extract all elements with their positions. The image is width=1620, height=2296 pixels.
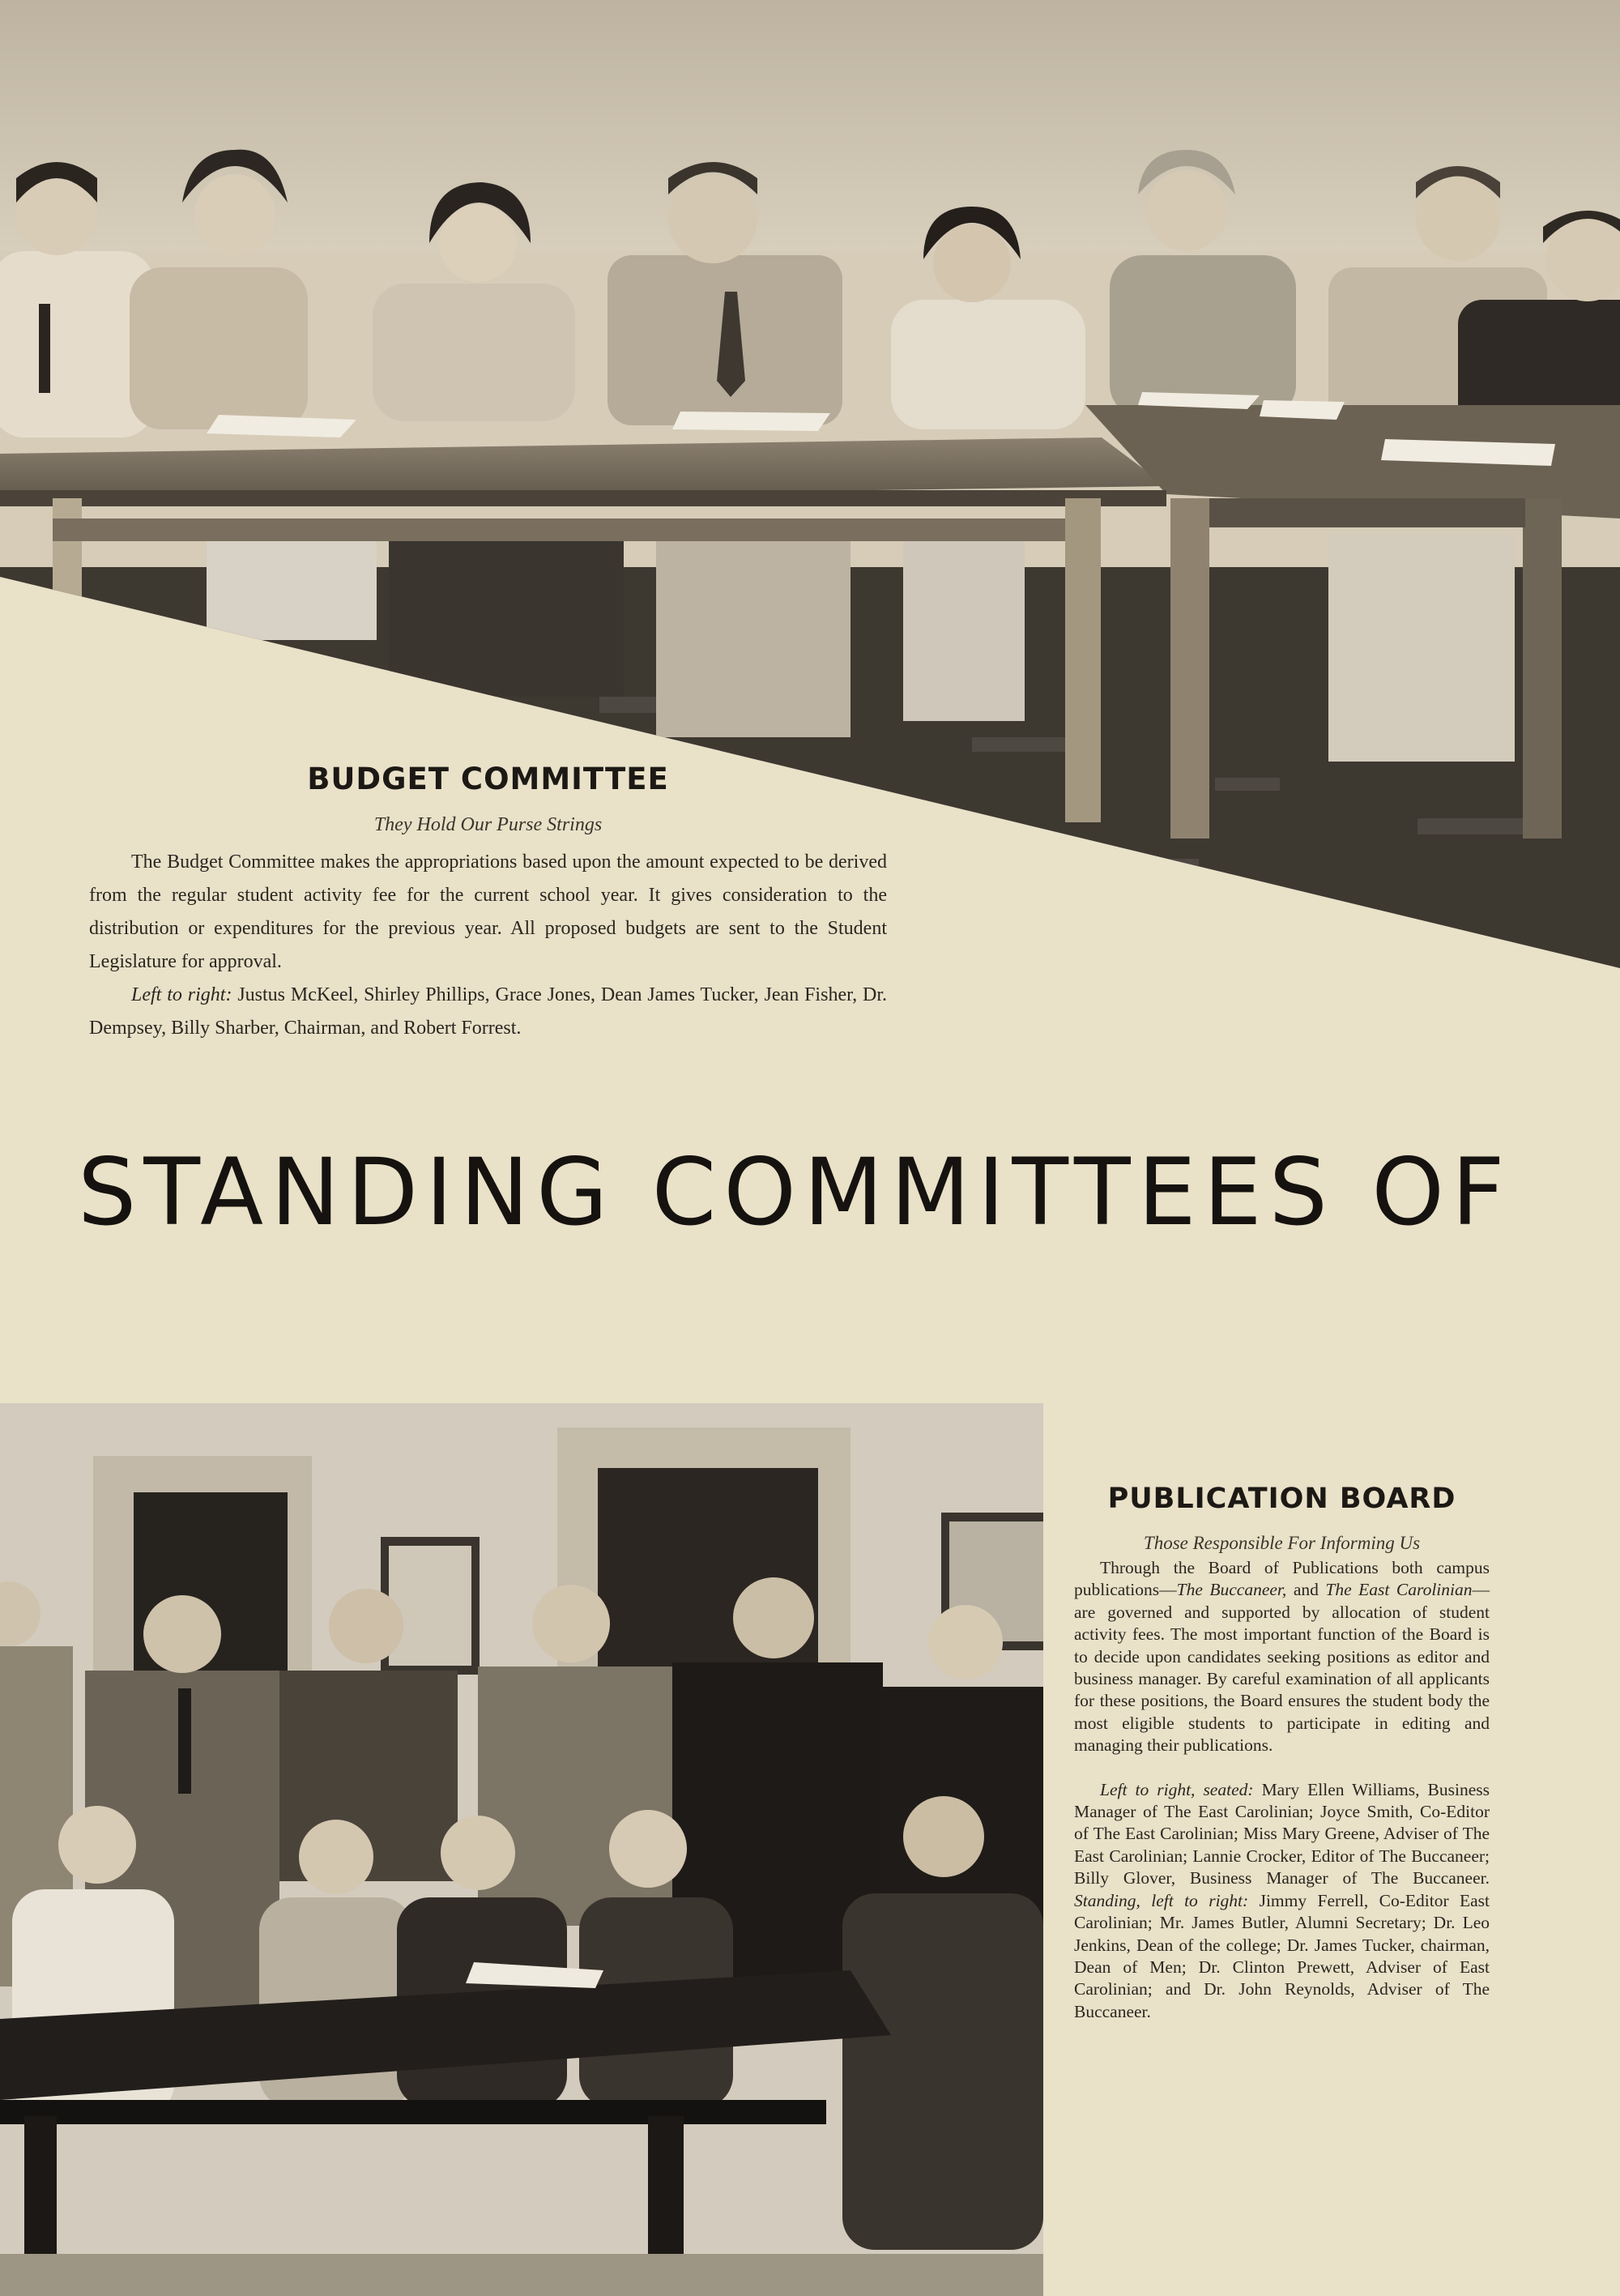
budget-committee-section — [89, 762, 887, 1045]
budget-committee-tagline: They Hold Our Purse Strings — [373, 814, 603, 835]
seated-names: Mary Ellen Williams, Business Manager of The East Carolinian; Joyce Smith, Co-Editor of The East Carolinian; Miss Mary Greene, Adviser of The East Carolinian; Lannie Crocker, Editor of The Buccaneer; Billy Glover, Business Manager of The Buccaneer. — [1074, 1779, 1490, 1888]
publication-board-heading: PUBLICATION BOARD — [1107, 1483, 1456, 1515]
publication-board-section — [1074, 1483, 1490, 2023]
budget-committee-caption — [89, 979, 887, 1045]
budget-committee-heading: BUDGET COMMITTEE — [307, 762, 669, 796]
publication-board-tagline: Those Responsible For Informing Us — [1143, 1533, 1421, 1553]
seated-lead: Left to right, seated: — [1100, 1779, 1254, 1799]
publication-board-caption — [1074, 1779, 1490, 2023]
caption-lead: Left to right: — [131, 984, 232, 1005]
publication-board-photo — [0, 1403, 1043, 2296]
buccaneer-title: The Buccaneer, — [1176, 1580, 1287, 1600]
east-carolinian-title: The East Carolinian — [1325, 1580, 1473, 1600]
budget-committee-description: The Budget Committee makes the appropriations based upon the amount expected to be derived from the regular student activity fee for the current school year. It gives consideration to the distribution or expenditures for the previous year. All proposed budgets are sent to the Student Legislature for approval. — [89, 851, 887, 972]
standing-names: Jimmy Ferrell, Co-Editor East Carolinian; Mr. James Butler, Alumni Secretary; Dr. Leo Jenkins, Dean of the college; Dr. James Tucker, chairman, Dean of Men; Dr. Clinton Prewett, Adviser of East Carolinian; and Dr. John Reynolds, Adviser of The Buccaneer. — [1074, 1890, 1490, 2021]
publication-board-description: Through the Board of Publications both campus publications—The Buccaneer, and The East Carolinian—are governed and supported by allocation of student activity fees. The most important function of the Board is to decide upon candidates seeking positions as editor and business manager. By careful examination of all applicants for these positions, the Board ensures the student body the most eligible students to participate in editing and managing their publications. — [1074, 1558, 1490, 1756]
caption-names: Justus McKeel, Shirley Phillips, Grace Jones, Dean James Tucker, Jean Fisher, Dr. Dempsey, Billy Sharber, Chairman, and Robert Forrest. — [89, 984, 888, 1039]
standing-lead: Standing, left to right: — [1074, 1890, 1249, 1910]
page-headline: STANDING COMMITTEES OF — [78, 1138, 1512, 1246]
